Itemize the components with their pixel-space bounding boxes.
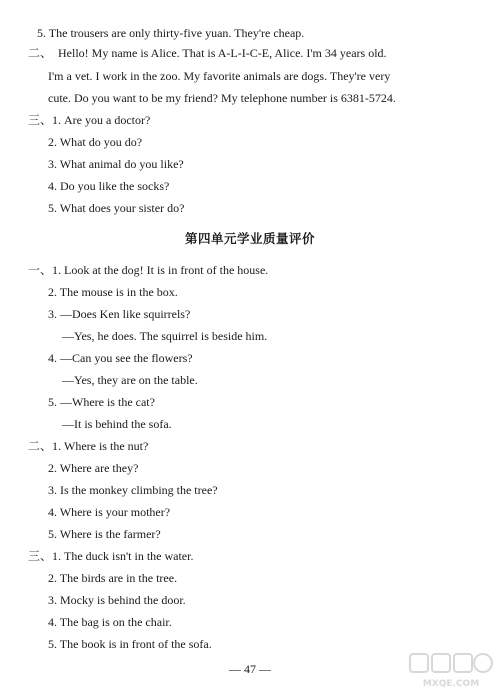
answer-line: —Yes, he does. The squirrel is beside him. [62, 329, 268, 343]
answer-line: 3. What animal do you like? [48, 157, 184, 171]
answer-line: 2. The birds are in the tree. [48, 571, 178, 585]
answer-line: —Yes, they are on the table. [62, 373, 198, 387]
answer-line: 5. —Where is the cat? [48, 395, 155, 409]
answer-line: 三、1. Are you a doctor? [28, 113, 151, 127]
answer-line: 5. The trousers are only thirty-five yuan. They're cheap. [37, 26, 305, 40]
watermark-text: MXQE.COM [422, 679, 480, 689]
answer-line: 3. Is the monkey climbing the tree? [48, 483, 218, 497]
answer-line: 3. —Does Ken like squirrels? [48, 307, 191, 321]
answer-line: 二、1. Where is the nut? [28, 439, 149, 453]
passage-line: I'm a vet. I work in the zoo. My favorite animals are dogs. They're very [48, 69, 391, 83]
answer-line: 3. Mocky is behind the door. [48, 593, 186, 607]
answer-site-logo-icon [408, 651, 494, 689]
answer-line: 2. The mouse is in the box. [48, 285, 178, 299]
answer-line: 2. What do you do? [48, 135, 143, 149]
answer-line: 5. What does your sister do? [48, 201, 185, 215]
answer-line: 2. Where are they? [48, 461, 139, 475]
answer-line: 4. The bag is on the chair. [48, 615, 172, 629]
answer-line: 三、1. The duck isn't in the water. [28, 549, 194, 563]
answer-line: 一、1. Look at the dog! It is in front of the house. [28, 263, 269, 277]
answer-line: 5. Where is the farmer? [48, 527, 161, 541]
passage-line: cute. Do you want to be my friend? My telephone number is 6381-5724. [48, 91, 396, 105]
passage-line: 二、 Hello! My name is Alice. That is A-L-I-C-E, Alice. I'm 34 years old. [28, 46, 387, 60]
answer-line: 5. The book is in front of the sofa. [48, 637, 212, 651]
answer-line: 4. Where is your mother? [48, 505, 171, 519]
answer-line: 4. —Can you see the flowers? [48, 351, 193, 365]
answer-line: —It is behind the sofa. [62, 417, 172, 431]
answer-line: 4. Do you like the socks? [48, 179, 170, 193]
section-heading: 第四单元学业质量评价 [184, 231, 315, 246]
page-number: — 47 — [229, 662, 271, 676]
